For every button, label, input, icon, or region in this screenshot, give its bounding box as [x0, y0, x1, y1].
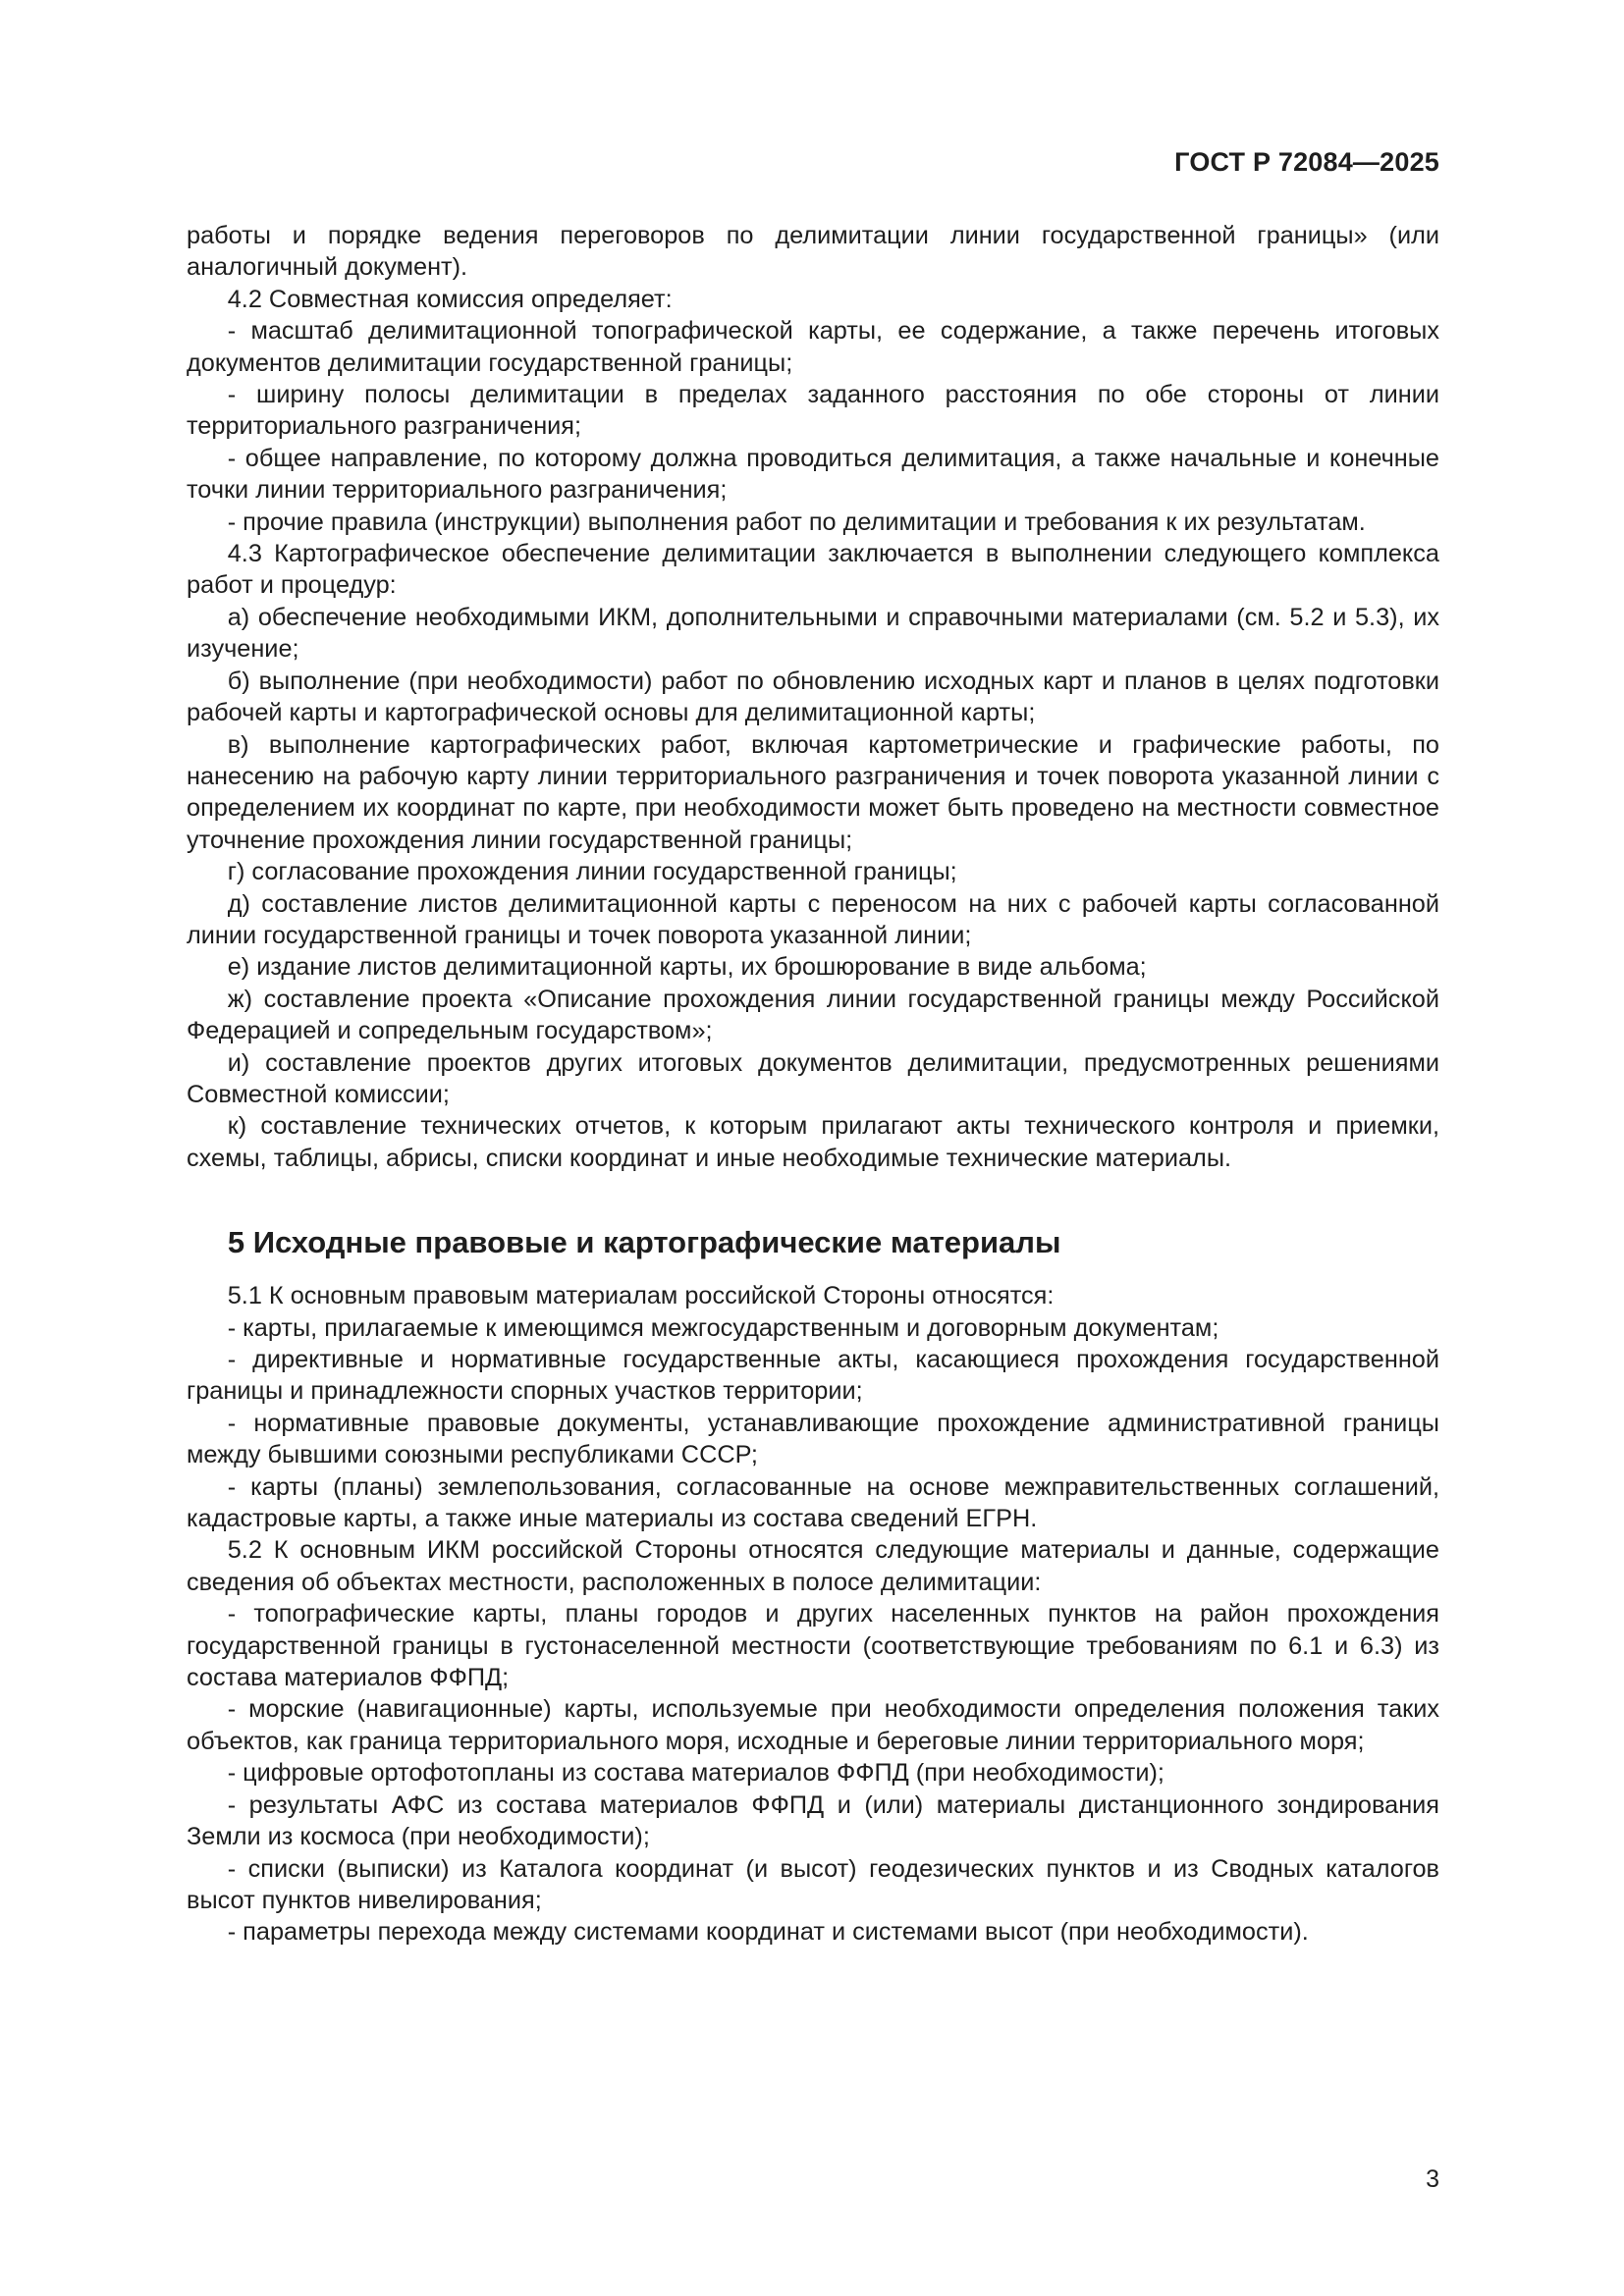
list-item: д) составление листов делимитационной карты с переносом на них с рабочей карты согласованной линии государственной границы и точек поворота указанной линии;: [187, 889, 1439, 949]
list-item: - карты (планы) землепользования, согласованные на основе межправительственных соглашений, кадастровые карты, а также иные материалы из состава сведений ЕГРН.: [187, 1472, 1439, 1533]
list-item: в) выполнение картографических работ, включая картометрические и графические работы, по нанесению на рабочую карту линии территориального разграничения и точек поворота указанной линии с определением их координат по карте, при необходимости может быть проведено на местности совместное уточнение прохождения линии государственной границы;: [187, 730, 1439, 854]
document-header: ГОСТ Р 72084—2025: [1174, 147, 1439, 177]
list-item: б) выполнение (при необходимости) работ по обновлению исходных карт и планов в целях подготовки рабочей карты и картографической основы для делимитационной карты;: [187, 667, 1439, 727]
list-item: а) обеспечение необходимыми ИКМ, дополнительными и справочными материалами (см. 5.2 и 5.3), их изучение;: [187, 603, 1439, 664]
list-item: - параметры перехода между системами координат и системами высот (при необходимости).: [227, 1918, 1309, 1947]
section-heading: 5 Исходные правовые и картографические материалы: [227, 1225, 1061, 1260]
document-body: [187, 220, 1439, 1949]
paragraph: работы и порядке ведения переговоров по делимитации линии государственной границы» (или аналогичный документ).: [187, 222, 1439, 282]
paragraph: 5.1 К основным правовым материалам российской Стороны относятся:: [227, 1282, 1055, 1310]
list-item: - цифровые ортофотопланы из состава материалов ФФПД (при необходимости);: [227, 1759, 1164, 1788]
list-item: - нормативные правовые документы, устанавливающие прохождение административной границы между бывшими союзными республиками СССР;: [187, 1409, 1439, 1469]
list-item: ж) составление проекта «Описание прохождения линии государственной границы между Российской Федерацией и сопредельным государством»;: [187, 985, 1439, 1045]
list-item: и) составление проектов других итоговых документов делимитации, предусмотренных решениями Совместной комиссии;: [187, 1048, 1439, 1108]
list-item: - морские (навигационные) карты, используемые при необходимости определения положения таких объектов, как граница территориального моря, исходные и береговые линии территориального моря;: [187, 1695, 1439, 1755]
page-number: 3: [1426, 2165, 1439, 2193]
list-item: - директивные и нормативные государственные акты, касающиеся прохождения государственной границы и принадлежности спорных участков территории;: [187, 1346, 1439, 1406]
list-item: г) согласование прохождения линии государственной границы;: [227, 858, 957, 886]
list-item: - прочие правила (инструкции) выполнения работ по делимитации и требования к их результатам.: [227, 507, 1366, 536]
list-item: - карты, прилагаемые к имеющимся межгосударственным и договорным документам;: [227, 1313, 1219, 1342]
list-item: - масштаб делимитационной топографической карты, ее содержание, а также перечень итоговых документов делимитации государственной границы;: [187, 317, 1439, 377]
list-item: - общее направление, по которому должна проводиться делимитация, а также начальные и конечные точки линии территориального разграничения;: [187, 444, 1439, 505]
list-item: - списки (выписки) из Каталога координат (и высот) геодезических пунктов и из Сводных каталогов высот пунктов нивелирования;: [187, 1854, 1439, 1914]
list-item: к) составление технических отчетов, к которым прилагают акты технического контроля и приемки, схемы, таблицы, абрисы, списки координат и иные необходимые технические материалы.: [187, 1112, 1439, 1172]
list-item: - результаты АФС из состава материалов ФФПД и (или) материалы дистанционного зондирования Земли из космоса (при необходимости);: [187, 1790, 1439, 1851]
list-item: - топографические карты, планы городов и других населенных пунктов на район прохождения государственной границы в густонаселенной местности (соответствующие требованиям по 6.1 и 6.3) из состава материалов ФФПД;: [187, 1600, 1439, 1692]
paragraph: 4.2 Совместная комиссия определяет:: [227, 285, 673, 313]
list-item: - ширину полосы делимитации в пределах заданного расстояния по обе стороны от линии территориального разграничения;: [187, 381, 1439, 441]
paragraph: 5.2 К основным ИКМ российской Стороны относятся следующие материалы и данные, содержащие сведения об объектах местности, расположенных в полосе делимитации:: [187, 1536, 1439, 1596]
list-item: е) издание листов делимитационной карты, их брошюрование в виде альбома;: [227, 953, 1147, 982]
paragraph: 4.3 Картографическое обеспечение делимитации заключается в выполнении следующего комплекса работ и процедур:: [187, 540, 1439, 600]
